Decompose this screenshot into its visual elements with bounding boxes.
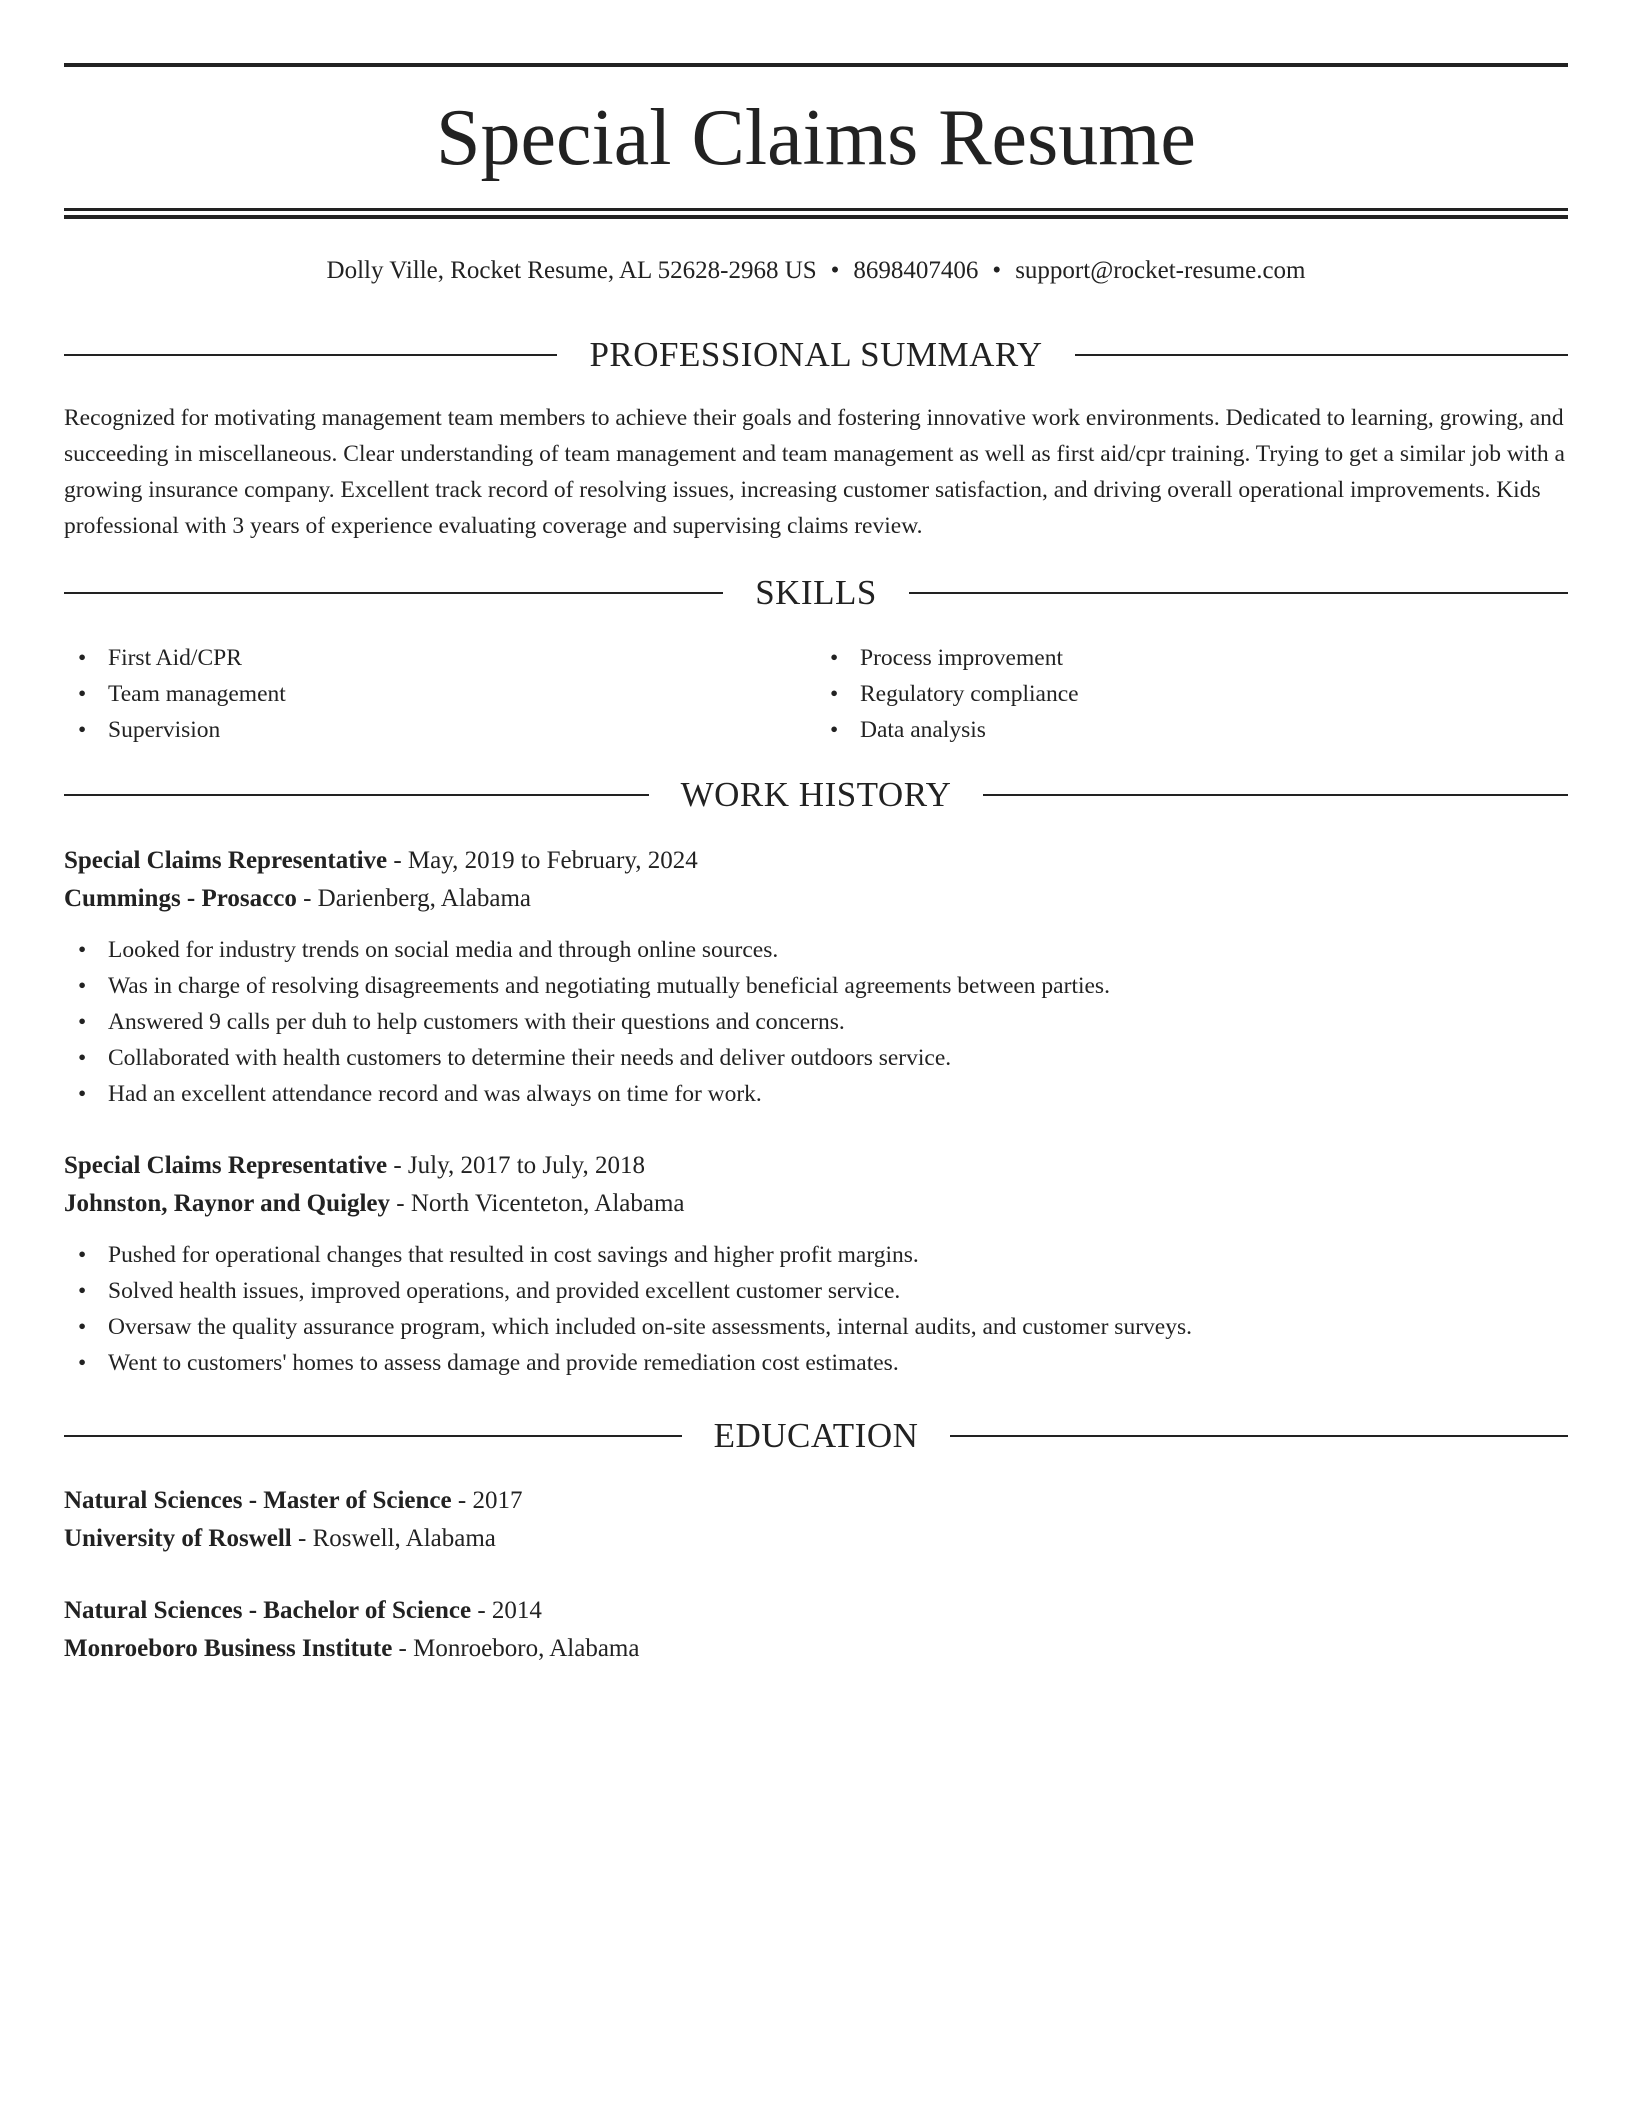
job-entry — [64, 1147, 1568, 1381]
job-title: Special Claims Representative — [64, 1152, 388, 1179]
education-location: - Monroeboro, Alabama — [392, 1635, 640, 1662]
job-bullet: • Solved health issues, improved operations, and provided excellent customer service. — [64, 1273, 1568, 1309]
job-title-line — [64, 842, 1568, 880]
job-bullet: • Looked for industry trends on social media and through online sources. — [64, 932, 1568, 968]
divider-line — [64, 1435, 682, 1437]
job-bullets — [64, 1237, 1568, 1381]
section-header-work — [64, 773, 1568, 817]
divider-line — [950, 1435, 1568, 1437]
job-bullet: • Went to customers' homes to assess damage and provide remediation cost estimates. — [64, 1345, 1568, 1381]
section-header-education — [64, 1414, 1568, 1458]
contact-address: Dolly Ville, Rocket Resume, AL 52628-2968 US — [326, 257, 817, 284]
summary-text: Recognized for motivating management team members to achieve their goals and fostering innovative work environments. Dedicated to learning, growing, and succeeding in miscellaneous. Clear understanding of team management and team management as well as first aid/cpr training. Trying to get a similar job with a growing insurance company. Excellent track record of resolving issues, increasing customer satisfaction, and driving overall operational improvements. Kids professional with 3 years of experience evaluating coverage and supervising claims review. — [64, 405, 1565, 539]
contact-separator: • — [830, 257, 840, 284]
education-school-line — [64, 1520, 1568, 1558]
job-title-line — [64, 1147, 1568, 1185]
section-title-summary: PROFESSIONAL SUMMARY — [589, 335, 1043, 374]
divider-line — [909, 592, 1568, 594]
contact-separator: • — [992, 257, 1002, 284]
job-location: - North Vicenteton, Alabama — [390, 1190, 685, 1217]
title-rule-bottom-thick — [64, 215, 1568, 219]
job-title: Special Claims Representative — [64, 847, 388, 874]
skill-item: • Data analysis — [816, 712, 1568, 748]
section-title-skills: SKILLS — [755, 573, 877, 612]
section-title-work: WORK HISTORY — [680, 775, 952, 814]
skill-item: • Team management — [64, 676, 816, 712]
education-degree-line — [64, 1592, 1568, 1630]
education-year: - 2017 — [451, 1487, 523, 1514]
divider-line — [1075, 354, 1568, 356]
contact-phone: 8698407406 — [853, 257, 979, 284]
job-bullet: • Pushed for operational changes that resulted in cost savings and higher profit margins. — [64, 1237, 1568, 1273]
education-location: - Roswell, Alabama — [291, 1525, 496, 1552]
job-company: Cummings - Prosacco — [64, 885, 297, 912]
education-degree-line — [64, 1482, 1568, 1520]
section-header-summary — [64, 333, 1568, 377]
job-bullet: • Oversaw the quality assurance program, which included on-site assessments, internal audits, and customer surveys. — [64, 1309, 1568, 1345]
section-header-skills — [64, 571, 1568, 615]
education-school: Monroeboro Business Institute — [64, 1635, 393, 1662]
education-entry — [64, 1592, 1568, 1668]
divider-line — [64, 354, 557, 356]
job-bullet: • Had an excellent attendance record and was always on time for work. — [64, 1076, 1568, 1112]
section-title-education: EDUCATION — [713, 1416, 919, 1455]
title-rule-top — [64, 63, 1568, 67]
job-bullets — [64, 932, 1568, 1112]
title-rule-bottom-thin — [64, 208, 1568, 211]
resume-title: Special Claims Resume — [436, 94, 1196, 182]
job-company-line — [64, 1185, 1568, 1223]
education-entry — [64, 1482, 1568, 1558]
skill-item: • Supervision — [64, 712, 816, 748]
contact-email[interactable]: support@rocket-resume.com — [1015, 257, 1306, 284]
job-bullet: • Answered 9 calls per duh to help customers with their questions and concerns. — [64, 1004, 1568, 1040]
education-degree: Natural Sciences - Bachelor of Science — [64, 1597, 472, 1624]
job-company-line — [64, 880, 1568, 918]
skills-column-left — [64, 640, 816, 748]
skills-list — [64, 640, 1568, 748]
skill-item: • Regulatory compliance — [816, 676, 1568, 712]
skill-item: • First Aid/CPR — [64, 640, 816, 676]
divider-line — [983, 794, 1568, 796]
education-degree: Natural Sciences - Master of Science — [64, 1487, 452, 1514]
job-company: Johnston, Raynor and Quigley — [64, 1190, 391, 1217]
job-location: - Darienberg, Alabama — [296, 885, 532, 912]
job-dates: - May, 2019 to February, 2024 — [387, 847, 698, 874]
divider-line — [64, 794, 649, 796]
contact-line — [64, 254, 1568, 288]
skill-item: • Process improvement — [816, 640, 1568, 676]
education-school-line — [64, 1630, 1568, 1668]
job-entry — [64, 842, 1568, 1112]
job-bullet: • Collaborated with health customers to determine their needs and deliver outdoors service. — [64, 1040, 1568, 1076]
job-dates: - July, 2017 to July, 2018 — [387, 1152, 645, 1179]
divider-line — [64, 592, 723, 594]
education-year: - 2014 — [471, 1597, 542, 1624]
job-bullet: • Was in charge of resolving disagreements and negotiating mutually beneficial agreements between parties. — [64, 968, 1568, 1004]
skills-column-right — [816, 640, 1568, 748]
education-school: University of Roswell — [64, 1525, 292, 1552]
